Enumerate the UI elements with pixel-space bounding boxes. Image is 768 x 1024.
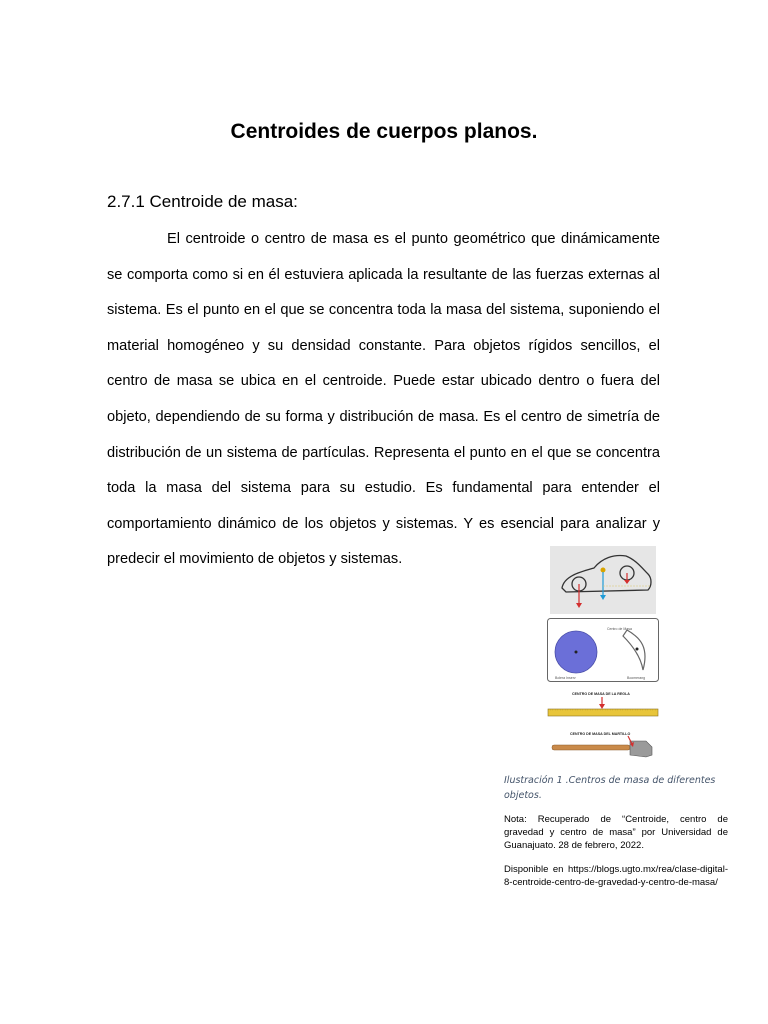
panel2-label-top: Centro de Masa: [607, 627, 632, 631]
bowling-boomerang-diagram: [547, 618, 659, 682]
car-diagram: [550, 546, 656, 614]
page-title: Centroides de cuerpos planos.: [230, 120, 538, 143]
hammer-label: CENTRO DE MASA DEL MARTILLO: [570, 732, 631, 736]
ruler-diagram: [546, 688, 660, 718]
figure-source: Disponible en https://blogs.ugto.mx/rea/clase-digital-8-centroide-centro-de-gravedad-y-centro-de-masa/: [504, 864, 728, 888]
panel2-label-left: Bolera Inserv: [555, 676, 576, 680]
panel2-label-right: Boomerang: [627, 676, 646, 680]
section-heading: 2.7.1 Centroide de masa:: [107, 192, 298, 211]
figure-caption: Ilustración 1 .Centros de masa de diferentes objetos.: [504, 775, 716, 801]
figure-note: Nota: Recuperado de “Centroide, centro de gravedad y centro de masa” por Universidad de Guanajuato. 28 de febrero, 2022.: [504, 814, 728, 851]
body-paragraph: El centroide o centro de masa es el punto geométrico que dinámicamente se comporta como si en él estuviera aplicada la resultante de las fuerzas externas al sistema. Es el punto en el que se concentra toda la masa del sistema, suponiendo el material homogéneo y su densidad constante. Para objetos rígidos sencillos, el centro de masa se ubica en el centroide. Puede estar ubicado dentro o fuera del objeto, dependiendo de su forma y distribución de masa. Es el centro de simetría de distribución de un sistema de partículas. Representa el punto en el que se concentra toda la masa del sistema para su estudio. Es fundamental para entender el comportamiento dinámico de los objetos y sistemas. Y es esencial para analizar y predecir el movimiento de objetos y sistemas.: [107, 231, 660, 568]
hammer-diagram: [548, 727, 658, 765]
ruler-label: CENTRO DE MASA DE LA REGLA: [572, 692, 630, 696]
